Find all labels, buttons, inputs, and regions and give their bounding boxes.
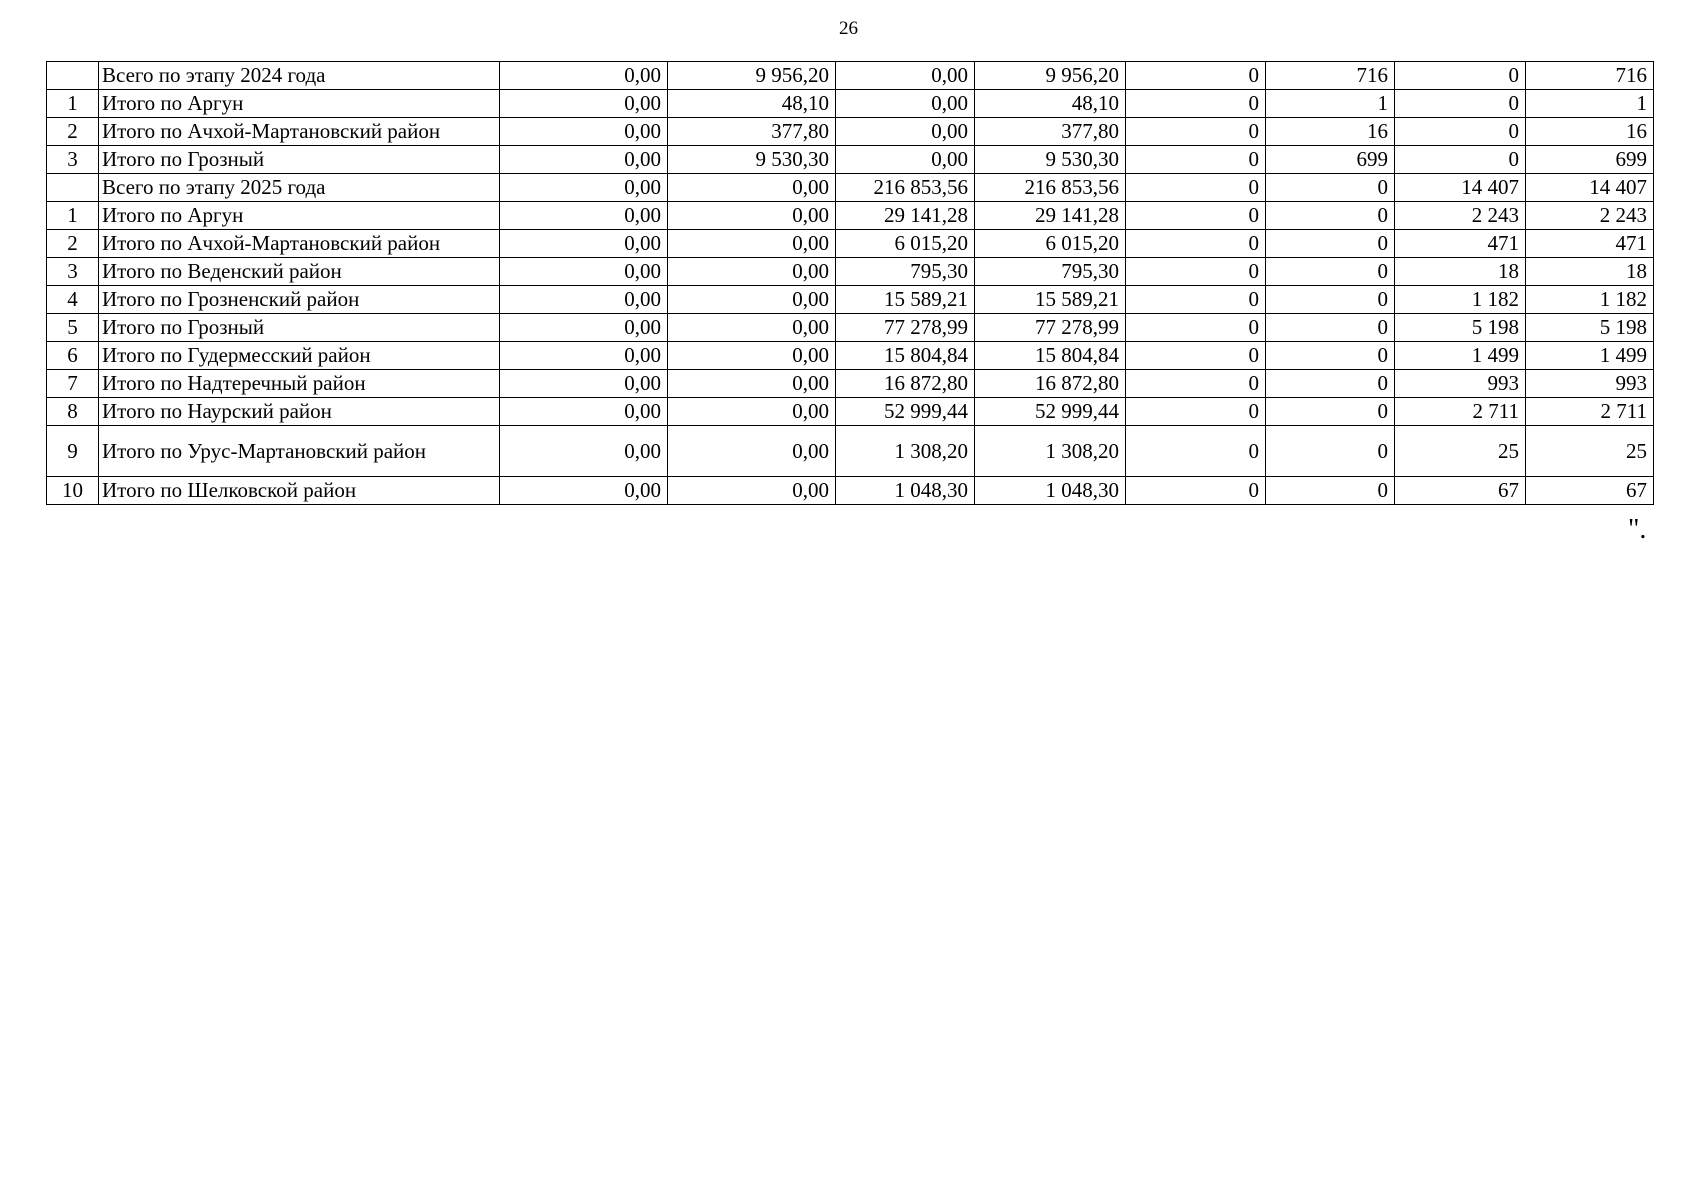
row-index: 2 <box>47 230 99 258</box>
cell-value: 2 711 <box>1526 398 1654 426</box>
cell-value: 795,30 <box>836 258 975 286</box>
cell-value: 0 <box>1266 286 1395 314</box>
cell-value: 716 <box>1266 62 1395 90</box>
cell-value: 1 048,30 <box>975 477 1126 505</box>
cell-value: 0,00 <box>500 342 668 370</box>
cell-value: 0,00 <box>836 90 975 118</box>
cell-value: 795,30 <box>975 258 1126 286</box>
table-row <box>47 146 1654 174</box>
row-index: 6 <box>47 342 99 370</box>
table-row <box>47 342 1654 370</box>
cell-value: 0,00 <box>500 370 668 398</box>
cell-value: 77 278,99 <box>975 314 1126 342</box>
cell-value: 29 141,28 <box>975 202 1126 230</box>
cell-value: 0 <box>1266 342 1395 370</box>
cell-value: 0 <box>1126 118 1266 146</box>
row-name: Итого по Грозненский район <box>99 286 500 314</box>
cell-value: 0 <box>1395 118 1526 146</box>
cell-value: 2 243 <box>1395 202 1526 230</box>
cell-value: 29 141,28 <box>836 202 975 230</box>
cell-value: 377,80 <box>975 118 1126 146</box>
cell-value: 471 <box>1526 230 1654 258</box>
table-row <box>47 398 1654 426</box>
cell-value: 0 <box>1395 90 1526 118</box>
cell-value: 0,00 <box>500 258 668 286</box>
row-index: 10 <box>47 477 99 505</box>
cell-value: 0 <box>1395 62 1526 90</box>
cell-value: 9 530,30 <box>668 146 836 174</box>
row-index: 1 <box>47 202 99 230</box>
cell-value: 5 198 <box>1395 314 1526 342</box>
cell-value: 0 <box>1126 426 1266 477</box>
cell-value: 0 <box>1266 202 1395 230</box>
cell-value: 0 <box>1266 230 1395 258</box>
cell-value: 0 <box>1266 370 1395 398</box>
cell-value: 48,10 <box>668 90 836 118</box>
cell-value: 0,00 <box>500 230 668 258</box>
table-row <box>47 286 1654 314</box>
row-name: Итого по Аргун <box>99 202 500 230</box>
cell-value: 0,00 <box>500 314 668 342</box>
cell-value: 0,00 <box>500 398 668 426</box>
cell-value: 216 853,56 <box>975 174 1126 202</box>
cell-value: 48,10 <box>975 90 1126 118</box>
cell-value: 0,00 <box>668 258 836 286</box>
cell-value: 0 <box>1266 398 1395 426</box>
row-name: Итого по Аргун <box>99 90 500 118</box>
row-name: Итого по Гудермесский район <box>99 342 500 370</box>
table-row <box>47 174 1654 202</box>
cell-value: 0,00 <box>668 398 836 426</box>
cell-value: 77 278,99 <box>836 314 975 342</box>
cell-value: 67 <box>1395 477 1526 505</box>
cell-value: 16 872,80 <box>836 370 975 398</box>
cell-value: 0,00 <box>500 118 668 146</box>
row-index <box>47 174 99 202</box>
cell-value: 25 <box>1526 426 1654 477</box>
table-row <box>47 202 1654 230</box>
closing-quote-mark: ". <box>1628 514 1647 545</box>
cell-value: 2 711 <box>1395 398 1526 426</box>
cell-value: 0,00 <box>668 426 836 477</box>
table-row <box>47 90 1654 118</box>
cell-value: 0 <box>1126 230 1266 258</box>
cell-value: 0 <box>1266 314 1395 342</box>
cell-value: 0 <box>1126 258 1266 286</box>
cell-value: 67 <box>1526 477 1654 505</box>
cell-value: 1 499 <box>1395 342 1526 370</box>
row-name: Итого по Грозный <box>99 314 500 342</box>
cell-value: 9 956,20 <box>975 62 1126 90</box>
row-name: Итого по Шелковской район <box>99 477 500 505</box>
cell-value: 6 015,20 <box>975 230 1126 258</box>
cell-value: 16 <box>1266 118 1395 146</box>
cell-value: 15 804,84 <box>836 342 975 370</box>
row-name: Итого по Ачхой-Мартановский район <box>99 118 500 146</box>
cell-value: 15 589,21 <box>836 286 975 314</box>
cell-value: 25 <box>1395 426 1526 477</box>
cell-value: 16 872,80 <box>975 370 1126 398</box>
row-name: Итого по Урус-Мартановский район <box>99 426 500 477</box>
row-index: 7 <box>47 370 99 398</box>
row-index: 2 <box>47 118 99 146</box>
cell-value: 52 999,44 <box>975 398 1126 426</box>
cell-value: 6 015,20 <box>836 230 975 258</box>
table-row <box>47 477 1654 505</box>
cell-value: 0,00 <box>668 202 836 230</box>
row-name: Итого по Ачхой-Мартановский район <box>99 230 500 258</box>
row-name: Итого по Наурский район <box>99 398 500 426</box>
cell-value: 0,00 <box>668 230 836 258</box>
cell-value: 14 407 <box>1526 174 1654 202</box>
cell-value: 0,00 <box>836 146 975 174</box>
row-index: 3 <box>47 258 99 286</box>
cell-value: 18 <box>1526 258 1654 286</box>
cell-value: 0 <box>1126 342 1266 370</box>
row-index: 1 <box>47 90 99 118</box>
cell-value: 1 <box>1266 90 1395 118</box>
cell-value: 0 <box>1126 314 1266 342</box>
cell-value: 0 <box>1126 146 1266 174</box>
table-row <box>47 314 1654 342</box>
cell-value: 16 <box>1526 118 1654 146</box>
row-name: Всего по этапу 2024 года <box>99 62 500 90</box>
cell-value: 0 <box>1126 174 1266 202</box>
cell-value: 0 <box>1126 90 1266 118</box>
cell-value: 1 308,20 <box>975 426 1126 477</box>
cell-value: 0 <box>1266 258 1395 286</box>
cell-value: 14 407 <box>1395 174 1526 202</box>
cell-value: 1 182 <box>1526 286 1654 314</box>
cell-value: 0,00 <box>668 286 836 314</box>
cell-value: 0 <box>1126 398 1266 426</box>
cell-value: 1 499 <box>1526 342 1654 370</box>
summary-table <box>46 61 1654 505</box>
row-name: Итого по Надтеречный район <box>99 370 500 398</box>
cell-value: 0 <box>1126 286 1266 314</box>
table-row <box>47 258 1654 286</box>
cell-value: 0,00 <box>668 314 836 342</box>
cell-value: 52 999,44 <box>836 398 975 426</box>
row-index <box>47 62 99 90</box>
cell-value: 0 <box>1126 62 1266 90</box>
cell-value: 2 243 <box>1526 202 1654 230</box>
cell-value: 0,00 <box>836 62 975 90</box>
cell-value: 0 <box>1266 174 1395 202</box>
cell-value: 377,80 <box>668 118 836 146</box>
cell-value: 15 589,21 <box>975 286 1126 314</box>
cell-value: 0 <box>1266 477 1395 505</box>
cell-value: 0,00 <box>500 62 668 90</box>
cell-value: 0,00 <box>500 90 668 118</box>
cell-value: 0 <box>1126 477 1266 505</box>
cell-value: 993 <box>1526 370 1654 398</box>
cell-value: 0,00 <box>668 370 836 398</box>
cell-value: 0,00 <box>668 174 836 202</box>
row-index: 8 <box>47 398 99 426</box>
cell-value: 0 <box>1266 426 1395 477</box>
cell-value: 0,00 <box>500 477 668 505</box>
table-row <box>47 370 1654 398</box>
cell-value: 1 <box>1526 90 1654 118</box>
cell-value: 0 <box>1395 146 1526 174</box>
cell-value: 1 182 <box>1395 286 1526 314</box>
cell-value: 216 853,56 <box>836 174 975 202</box>
row-index: 4 <box>47 286 99 314</box>
cell-value: 0 <box>1126 370 1266 398</box>
cell-value: 15 804,84 <box>975 342 1126 370</box>
cell-value: 0,00 <box>668 477 836 505</box>
cell-value: 0,00 <box>500 286 668 314</box>
cell-value: 471 <box>1395 230 1526 258</box>
cell-value: 0,00 <box>836 118 975 146</box>
cell-value: 0,00 <box>500 202 668 230</box>
cell-value: 0,00 <box>668 342 836 370</box>
cell-value: 716 <box>1526 62 1654 90</box>
row-name: Всего по этапу 2025 года <box>99 174 500 202</box>
cell-value: 699 <box>1266 146 1395 174</box>
cell-value: 0,00 <box>500 146 668 174</box>
row-index: 9 <box>47 426 99 477</box>
table-row <box>47 62 1654 90</box>
table-row <box>47 230 1654 258</box>
row-index: 5 <box>47 314 99 342</box>
cell-value: 993 <box>1395 370 1526 398</box>
cell-value: 9 530,30 <box>975 146 1126 174</box>
cell-value: 9 956,20 <box>668 62 836 90</box>
row-name: Итого по Веденский район <box>99 258 500 286</box>
cell-value: 5 198 <box>1526 314 1654 342</box>
cell-value: 0,00 <box>500 426 668 477</box>
row-name: Итого по Грозный <box>99 146 500 174</box>
cell-value: 699 <box>1526 146 1654 174</box>
cell-value: 1 048,30 <box>836 477 975 505</box>
cell-value: 0,00 <box>500 174 668 202</box>
page-number: 26 <box>839 18 858 39</box>
cell-value: 1 308,20 <box>836 426 975 477</box>
cell-value: 0 <box>1126 202 1266 230</box>
cell-value: 18 <box>1395 258 1526 286</box>
table-row <box>47 426 1654 477</box>
table-row <box>47 118 1654 146</box>
row-index: 3 <box>47 146 99 174</box>
